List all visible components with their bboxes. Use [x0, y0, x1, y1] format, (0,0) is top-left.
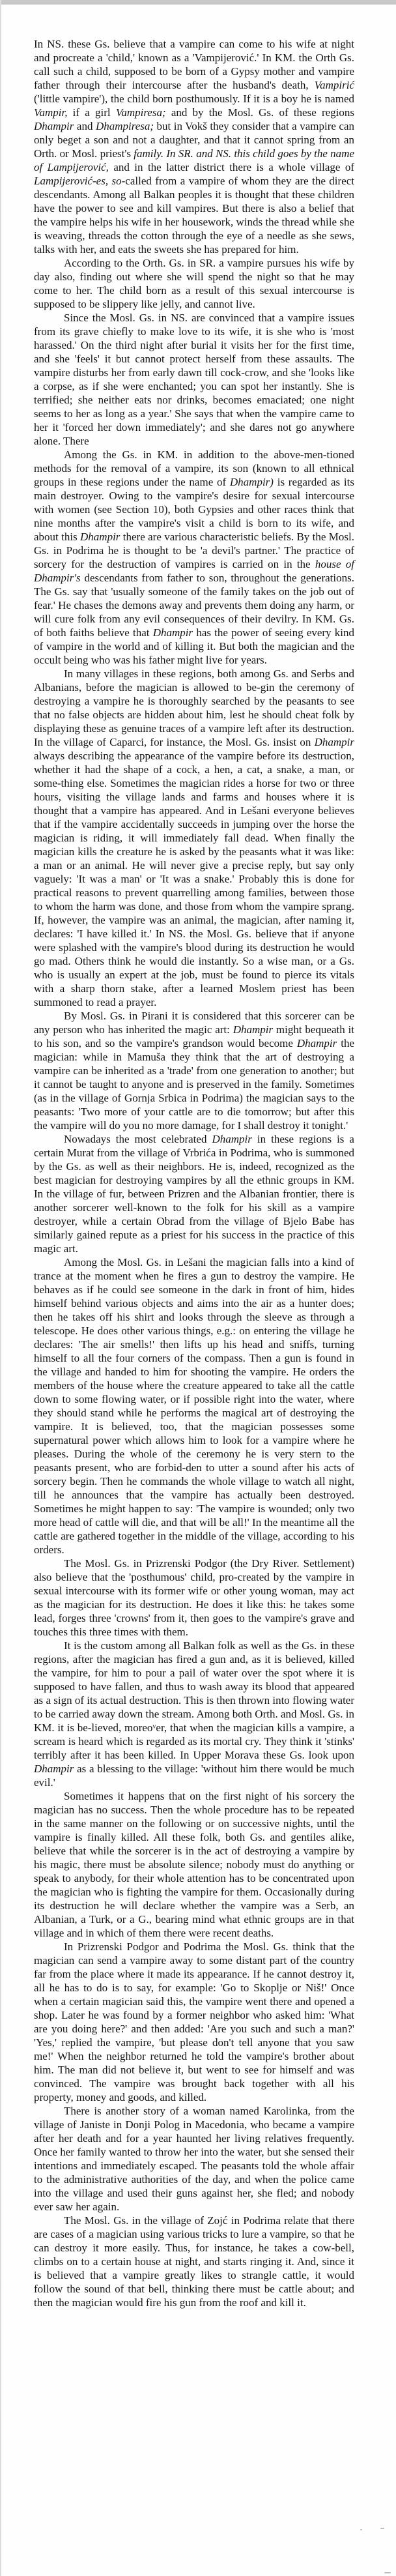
text-run: Since the Mosl. Gs. in NS. are convinced that a vampire issues from its grave chiefly to make love to its wife, it is she who is 'most harassed.' On the third night after burial it visits her for the first time, and she 'feels' it but cannot protect herself from these assaults. The vampire disturbs her from early dawn till cock-crow, and she 'looks like a corpse, as if she were enchanted; you can spot her instantly. She is terrified; she neither eats nor drinks, becomes emaciated; one night seems to her as long as a year.' She says that when the vampire came to her it 'forced her down immediately'; and she dares not go anywhere alone. There	[34, 312, 354, 447]
text-run: Among the Mosl. Gs. in Lešani the magician falls into a kind of trance at the moment when he fires a gun to destroy the vampire. He behaves as if he could see someone in the dark in front of him, hides himself behind various objects and aims into the air as a hunter does; then he takes off his shirt and looks through the sleeve as through a telescope. He does other various things, e.g.: on entering the village he declares: 'The air smells!' then lifts up his head and sniffs, turning himself to all the four corners of the compass. Then a gun is found in the village and handed to him for shooting the vampire. He orders the members of the house where the creature appeared to take all the cattle down to some flowing water, or if possible right into the water, where they should stand while he performs the magical art of destroying the vampire. It is believed, too, that the magician possesses some supernatural power which allows him to look for a vampire where he pleases. During the whole of the ceremony he is very stern to the peasants present, who are forbid-den to utter a sound after his acts of sorcery begin. Then he commands the whole village to watch all night, till he announces that the vampire has actually been destroyed. Sometimes he might happen to say: 'The vampire is wounded; only two more head of cattle will die, and that will be all!' In the meantime all the cattle are gathered together in the middle of the village, according to his orders.	[34, 1256, 354, 1556]
paragraph	[34, 1639, 354, 1789]
text-run: descendants from father to son, throughout the generations. The Gs. say that 'usually someone of the family takes on the job out of fear.' He chases the demons away and prevents them doing any harm, or will cure folk from any evil consequences of their devilry. In KM. Gs. of both faiths believe that	[34, 572, 354, 639]
text-run: In many villages in these regions, both among Gs. and Serbs and Albanians, before the magician is allowed to be-gin the ceremony of destroying a vampire he is thoroughly searched by the peasants to see that no false objects are hidden about him, lest he should cheat folk by displaying these as genuine traces of a vampire left after its destruction. In the village of Caparci, for instance, the Mosl. Gs. insist on	[34, 667, 354, 748]
text-run: Sometimes it happens that on the first night of his sorcery the magician has no success. Then the whole procedure has to be repeated in the same manner on the following or on successive nights, until the vampire is finally killed. All these folk, both Gs. and gentiles alike, believe that while the sorcerer is in the act of destroying a vampire by his magic, there must be absolute silence; nobody must do anything or speak to anybody, for their whole attention has to be concentrated upon the magician who is fighting the vampire for them. Occasionally during its destruction he will declare whether the vampire was a Serb, an Albanian, a Turk, or a G., bearing mind what ethnic groups are in that village and in which of them there were recent deaths.	[34, 1790, 354, 1939]
text-run: The Mosl. Gs. in Prizrenski Podgor (the Dry River. Settlement) also believe that the 'posthumous' child, pro-created by the vampire in sexual intercourse with its former wife or other young woman, may act as the magician for its destruction. He does it like this: he takes some lead, forges three 'crowns' from it, then goes to the vampire's grave and touches this three times with them.	[34, 1557, 354, 1638]
paragraph	[34, 311, 354, 448]
italic-text-run: Dhampir	[34, 1763, 74, 1775]
paragraph	[34, 256, 354, 311]
text-run: -called from a vampire of whom they are the direct descendants. Among all Balkan peoples it is thought that these children have the power to see and kill vampires. But there is also a belief that the vampire helps his wife in her housework, winds the thread while she is weaving, threads the cotton through the eye of a needle as she sews, talks with her, and eats the sweets she has prepared for him.	[34, 175, 354, 256]
text-run: the magician: while in Mamuša they think that the art of destroying a vampire can be inherited as a 'trade' from one generation to another; but it cannot be taught to anyone and is preserved in the family. Sometimes (as in the village of Gornja Srbica in Podrima) the magician says to the peasants: 'Two more of your cattle are to die tomorrow; but after this the vampire will do you no more damage, for I shall destroy it tonight.'	[34, 1037, 354, 1132]
italic-text-run: Dhampir	[296, 1037, 337, 1049]
paragraph	[34, 1789, 354, 1940]
italic-text-run: Dhampir	[233, 1023, 274, 1036]
scan-speckle	[380, 2528, 384, 2529]
text-run: By Mosl. Gs. in Pirani it is considered that this sorcerer can be any person who has inherited the magic art:	[34, 1010, 354, 1036]
paragraph	[34, 1132, 354, 1255]
text-column	[34, 37, 354, 2309]
text-run: It is the custom among all Balkan folk as well as the Gs. in these regions, after the magician has fired a gun and, as it is believed, killed the vampire, for him to pour a pail of water over the spot where it is supposed to have fallen, and thus to wash away its blood that appeared as a sign of its actual destruction. This is then thrown into flowing water to be carried away down the stream. Among both Orth. and Mosl. Gs. in KM. it is be-lieved, moreoᵛer, that when the magician kills a vampire, a scream is heard which is regarded as its mortal cry. They think it 'stinks' terribly after it has been killed. In Upper Morava these Gs. look upon	[34, 1639, 354, 1761]
text-run: In NS. these Gs. believe that a vampire can come to his wife at night and procreate a 'child,' known as a 'Vampijerović.' In KM. the Orth Gs. call such a child, supposed to be born of a Gypsy mother and vampire father through their intercourse after the husband's death,	[34, 38, 354, 91]
text-run: in these regions is a certain Murat from the village of Vrbrića in Podrima, who is summoned by the Gs. as well as their neighbors. He is, indeed, recognized as the best magician for destroying vampires by all the ethnic groups in KM. In the village of fur, between Prizren and the Albanian frontier, there is another sorcerer well-known to the folk for his skill as a vampire destroyer, while a certain Obrad from the village of Bjelo Babe has similarly gained repute as a priest for his success in the practice of this magic art.	[34, 1133, 354, 1255]
text-run: The Mosl. Gs. in the village of Zojć in Podrima relate that there are cases of a magician using various tricks to lure a vampire, so that he can destroy it more easily. Thus, for instance, he takes a cow-bell, climbs on to a certain house at night, and starts ringing it. And, since it is believed that a vampire greatly likes to strangle cattle, it would follow the sound of that bell, thinking there must be cattle about; and then the magician would fire his gun from the roof and kill it.	[34, 2214, 354, 2309]
italic-text-run: Vampirić	[314, 79, 354, 91]
text-run: Nowadays the most celebrated	[64, 1133, 212, 1145]
text-run: as a blessing to the village: 'without him there would be much evil.'	[34, 1763, 354, 1789]
paragraph	[34, 1009, 354, 1132]
paragraph	[34, 2214, 354, 2309]
paragraph	[34, 667, 354, 1009]
paragraph	[34, 1940, 354, 2104]
text-run: but in Vokš they consider that a vampire can only beget a son and not a daughter, and that it cannot spring from an Orth. or Mosl. priest's	[34, 120, 354, 160]
text-run: and by the Mosl. Gs. of these regions	[165, 106, 354, 119]
scan-speckle	[384, 2572, 391, 2573]
text-run: is regarded as its main destroyer. Owing to the vampire's desire for sexual intercourse with women (see Section 10), both Gypsies and other races think that nine months after the vampire's visit a child is born to its wife, and about this	[34, 476, 354, 543]
italic-text-run: Dhampir	[314, 736, 354, 748]
italic-text-run: Dhampiresa;	[95, 120, 154, 132]
text-run: if a girl	[67, 106, 116, 119]
text-run: There is another story of a woman named Karolinka, from the village of Janiste in Donji Polog in Macedonia, who became a vampire after her death and for a year haunted her living relatives frequently. Once her family wanted to throw her into the water, but she sensed their intentions and immediately escaped. The peasants told the whole affair to the administrative authorities of the day, and when the police came into the village and used their guns against her, she fled; and nobody ever saw her again.	[34, 2105, 354, 2213]
text-run: might bequeath it to his son, and so the vampire's grandson would become	[34, 1023, 355, 1049]
scan-edge-top-band	[0, 0, 396, 5]
italic-text-run: Dhampir	[34, 120, 74, 132]
italic-text-run: Lampijerović-es, so	[34, 175, 122, 187]
italic-text-run: Vampir,	[34, 106, 68, 119]
italic-text-run: house of Dhampir's	[34, 558, 354, 584]
italic-text-run: Dhampir	[152, 626, 193, 639]
text-run: In Prizrenski Podgor and Podrima the Mosl. Gs. think that the magician can send a vampire away to some distant part of the country far from the place where it made its appearance. If he cannot destroy it, all he has to do is to say, for example: 'Go to Skoplje or Niš!' Once when a certain magician said this, the vampire went there and opened a shop. Later he was found by a former neighbor who asked him: 'What are you doing here?' and then added: 'Are you such and such a man?' 'Yes,' replied the vampire, 'but please don't tell anyone that you saw me!' When the neighbor returned he told the vampire's brother about him. The man did not believe it, but went to see for himself and was convinced. The vampire was brought back together with all his property, money and goods, and killed.	[34, 1940, 354, 2103]
scan-edge-left-line	[0, 0, 1, 2576]
paragraph	[34, 1557, 354, 1639]
paragraph	[34, 1255, 354, 1557]
paragraph	[34, 2104, 354, 2214]
italic-text-run: Dhampir)	[229, 476, 274, 488]
text-run: ('little vampire'), the child born posthumously. If it is a boy he is named	[34, 93, 354, 105]
italic-text-run: Dhampir	[212, 1133, 252, 1145]
text-run: has the power of seeing every kind of vampire in the world and of killing it. But both the magician and the occult being who was his father might live for years.	[34, 626, 354, 666]
paragraph	[34, 37, 354, 256]
italic-text-run: Vampiresa;	[115, 106, 166, 119]
text-run: According to the Orth. Gs. in SR. a vampire pursues his wife by day also, finding out where she will spend the night so that he may come to her. The child born as a result of this sexual intercourse is supposed to be slippery like jelly, and cannot live.	[34, 257, 354, 310]
italic-text-run: Dhampir	[80, 531, 120, 543]
text-run: there are various characteristic beliefs. By the Mosl. Gs. in Podrima he is thought to be 'a devil's partner.' The practice of sorcery for the destruction of vampires is carried on in the	[34, 531, 354, 570]
paragraph	[34, 448, 354, 667]
italic-text-run: family. In SR. and NS. this child goes by the name of Lampijerović,	[34, 147, 354, 173]
text-run: and	[74, 120, 96, 132]
scan-speckle	[360, 2529, 362, 2530]
text-run: and in the latter district there is a whole village of	[108, 161, 355, 173]
text-run: Among the Gs. in KM. in addition to the above-men-tioned methods for the removal of a vampire, its son (known to all ethnical groups in these regions under the name of	[34, 448, 354, 488]
text-run: always describing the appearance of the vampire before its destruction, whether it had the shape of a cock, a hen, a cat, a snake, a man, or some-thing else. Sometimes the magician rides a horse for two or three hours, visiting the village lands and farms and houses where it is thought that a vampire has appeared. And in Lešani everyone believes that if the vampire accidentally succeeds in jumping over the horse the magician is riding, it will immediately fall dead. When finally the magician kills the creature he is asked by the peasants what it was like: a man or an animal. He will never give a precise reply, but say only vaguely: 'It was a man' or 'It was a snake.' Probably this is done for practical reasons to prevent quarrelling among families, between those to whom the harm was done, and those from whom the vampire sprang. If, however, the vampire was an animal, the magician, after naming it, declares: 'I have killed it.' In NS. the Mosl. Gs. believe that if anyone were splashed with the vampire's blood during its destruction he would go mad. Others think he would die instantly. So a wise man, or a Gs. who is usually an expert at the job, must be found to pierce its vitals with a sharp thorn stake, after a learned Moslem priest has been summoned to read a prayer.	[34, 750, 354, 1008]
